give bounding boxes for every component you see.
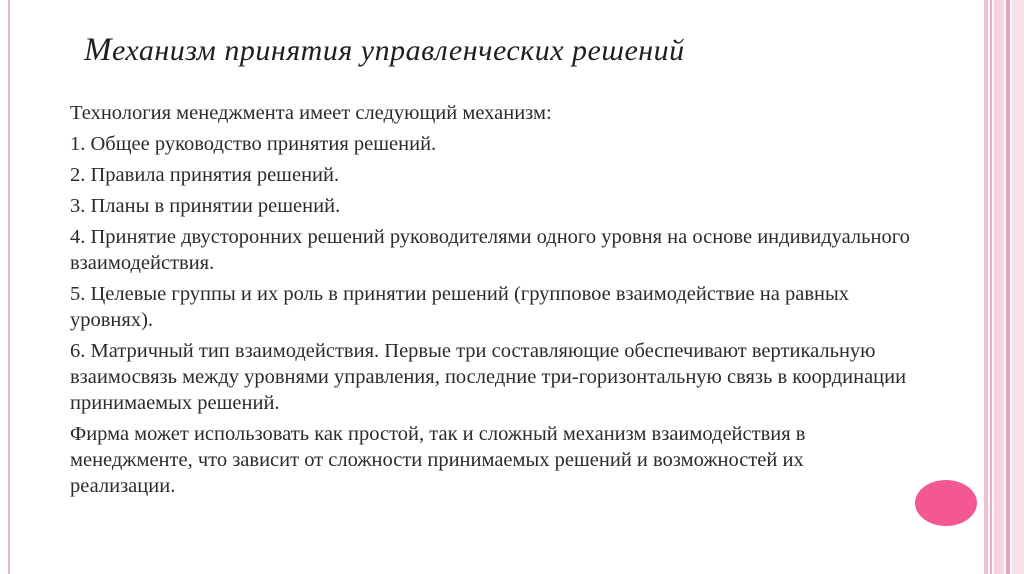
slide-body [70, 100, 910, 504]
pink-circle-decoration [915, 480, 977, 526]
paragraph-intro: Технология менеджмента имеет следующий механизм: [70, 102, 552, 124]
list-item-3: 3. Планы в принятии решений. [70, 195, 341, 217]
list-item-1: 1. Общее руководство принятия решений. [70, 133, 437, 155]
title-first-letter: М [84, 32, 112, 68]
list-item-6: 6. Матричный тип взаимодействия. Первые три составляющие обеспечивают вертикальную взаимосвязь между уровнями управления, последние три-горизонтальную связь в координации принимаемых решений. [70, 340, 907, 414]
stripe [994, 0, 1004, 574]
stripe [1012, 0, 1024, 574]
stripe [1006, 0, 1010, 574]
list-item-2: 2. Правила принятия решений. [70, 164, 340, 186]
left-border-line [8, 0, 10, 574]
stripe [990, 0, 992, 574]
stripe [984, 0, 988, 574]
paragraph-conclusion: Фирма может использовать как простой, так и сложный механизм взаимодействия в менеджменте, что зависит от сложности принимаемых решений и возможностей их реализации. [70, 423, 806, 497]
list-item-5: 5. Целевые группы и их роль в принятии решений (групповое взаимодействие на равных уровнях). [70, 283, 849, 331]
title-rest: еханизм принятия управленческих решений [112, 34, 685, 67]
list-item-4: 4. Принятие двусторонних решений руководителями одного уровня на основе индивидуального взаимодействия. [70, 226, 910, 274]
decorative-stripes [984, 0, 1024, 574]
slide-title [84, 32, 904, 69]
